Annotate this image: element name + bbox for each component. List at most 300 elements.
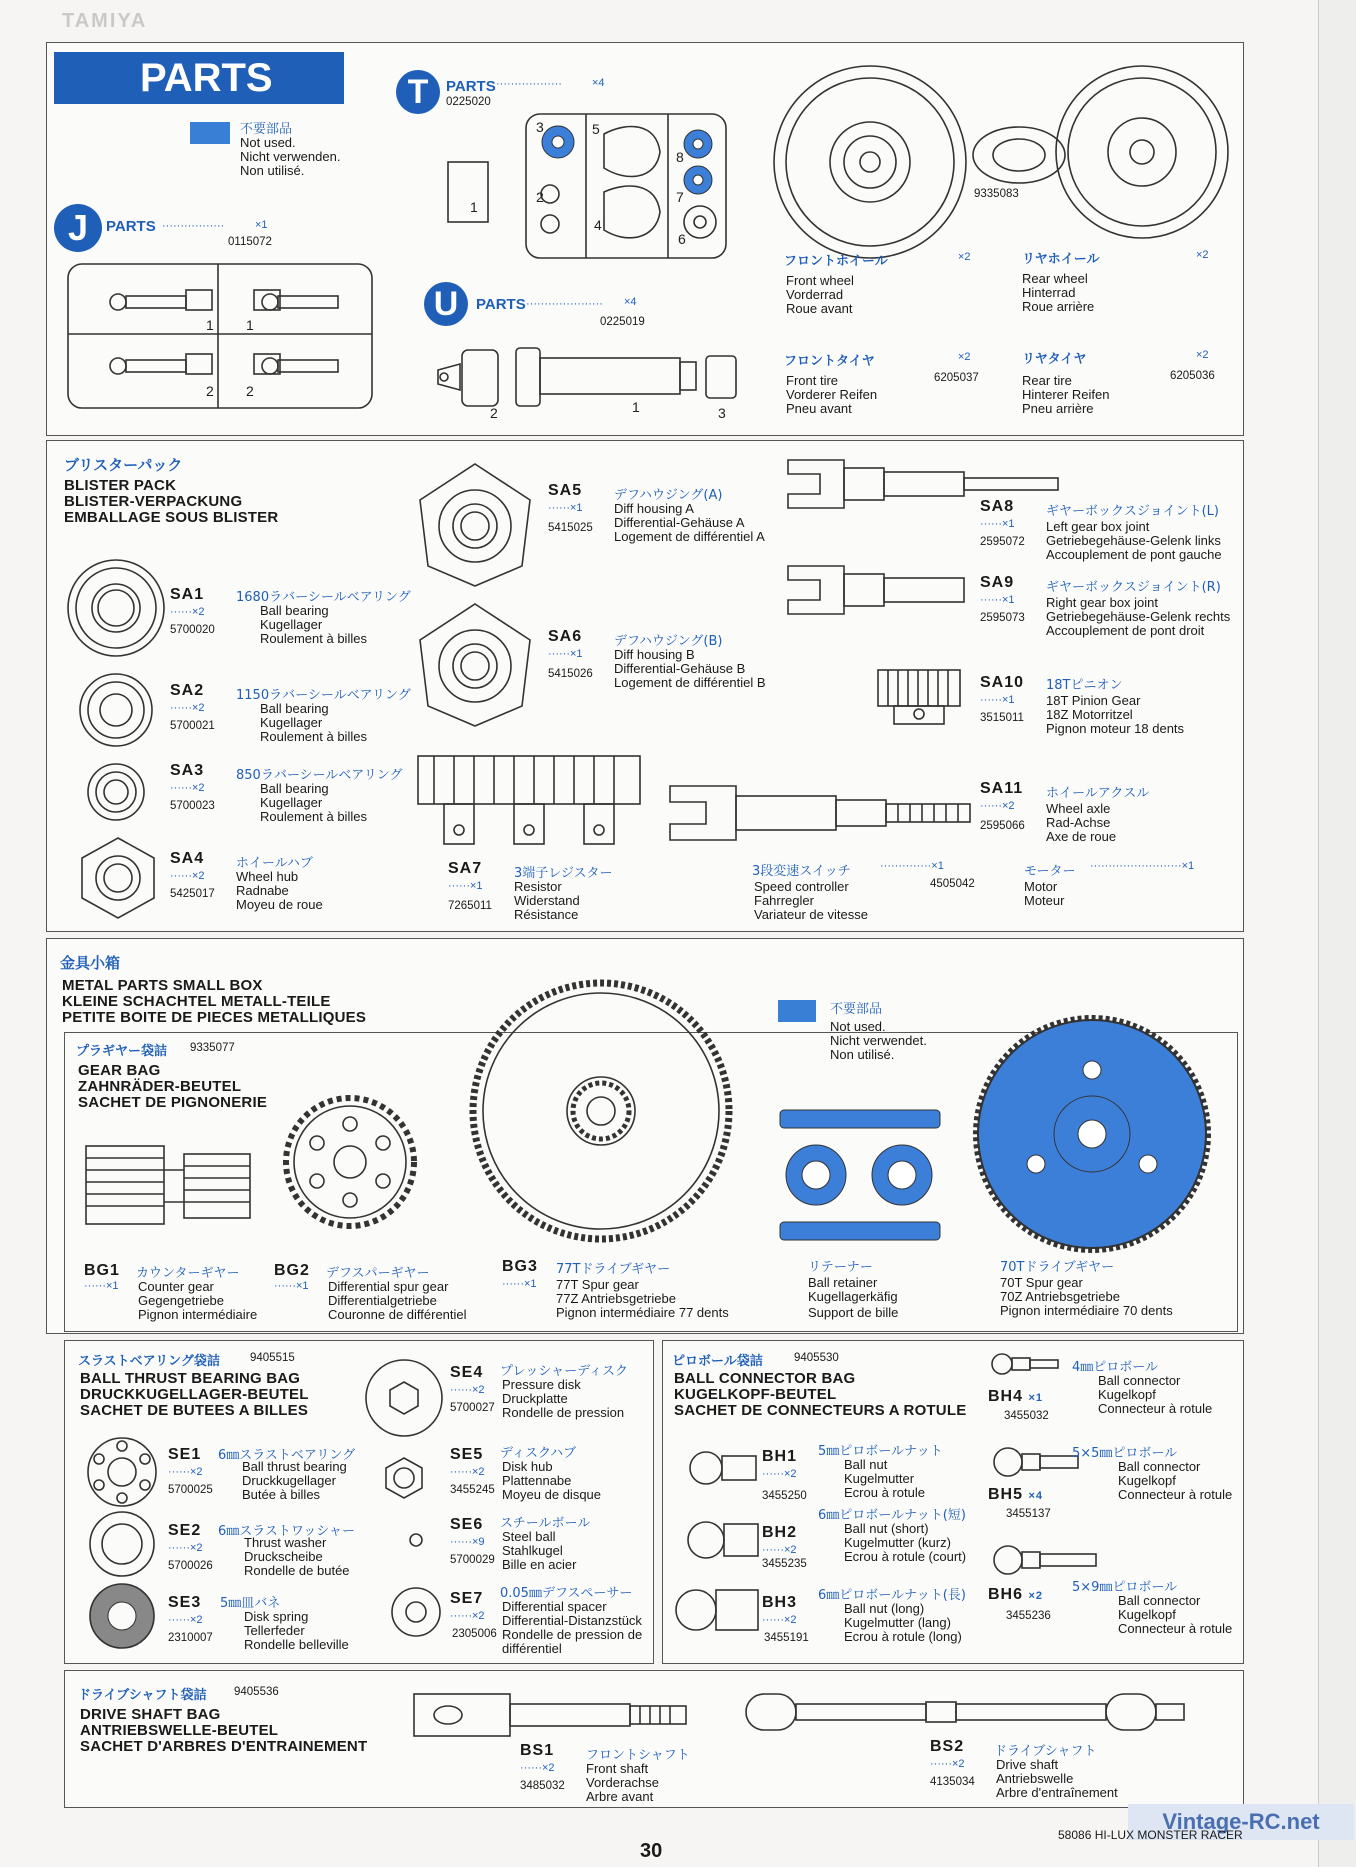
rear-tire-code: 6205036 — [1170, 370, 1215, 382]
svg-text:1: 1 — [246, 317, 254, 333]
j-qty: ×1 — [255, 219, 268, 231]
bg2-drawing — [280, 1092, 420, 1232]
front-tire-code: 6205037 — [934, 372, 979, 384]
retainer-line-2: Kugellagerkäfig — [808, 1289, 898, 1304]
bh1-line-1: Ball nut — [844, 1457, 888, 1472]
thrust-bag-jp: スラストベアリング袋詰 — [78, 1354, 220, 1369]
ball-bag-line-2: KUGELKOPF-BEUTEL — [674, 1386, 837, 1403]
bg2-line-3: Couronne de différentiel — [328, 1307, 467, 1322]
sa8-jp: ギヤーボックスジョイント(L) — [1046, 504, 1219, 519]
sa4-jp: ホイールハブ — [236, 856, 313, 871]
se6-line-1: Steel ball — [502, 1529, 556, 1544]
bh5-jp: 5×5㎜ピロボール — [1072, 1446, 1178, 1461]
svg-text:5: 5 — [592, 121, 600, 137]
bh2-line-1: Ball nut (short) — [844, 1521, 929, 1536]
sa6-jp: デフハウジング(B) — [614, 634, 723, 649]
bh5-line-1: Ball connector — [1118, 1459, 1201, 1474]
bh3-pno: 3455191 — [764, 1632, 809, 1644]
sa7-drawing — [414, 752, 644, 852]
motor-line-1: Motor — [1024, 879, 1058, 894]
bh3-line-2: Kugelmutter (lang) — [844, 1615, 951, 1630]
sa7-code: SA7 — [448, 860, 483, 877]
j-sprue-drawing — [66, 262, 376, 412]
bh4-line-1: Ball connector — [1098, 1373, 1181, 1388]
bg3-jp: 77Tドライブギヤー — [556, 1262, 671, 1277]
bg3-drawing — [466, 976, 736, 1246]
sa8-code: SA8 — [980, 498, 1015, 515]
sa9-line-3: Accouplement de pont droit — [1046, 623, 1205, 638]
speed-controller-line-3: Variateur de vitesse — [754, 907, 868, 922]
legend-line-2: Nicht verwenden. — [240, 149, 341, 164]
se2-qty: ······×2 — [168, 1542, 203, 1554]
sa9-jp: ギヤーボックスジョイント(R) — [1046, 580, 1221, 595]
metal-box-line-2: KLEINE SCHACHTEL METALL-TEILE — [62, 993, 331, 1010]
bh4-line-3: Connecteur à rotule — [1098, 1401, 1213, 1416]
j-letter-circle: J — [54, 204, 102, 252]
bs1-pno: 3485032 — [520, 1780, 565, 1792]
70t-gear-jp: 70Tドライブギヤー — [1000, 1260, 1115, 1275]
blister-line-1: BLISTER PACK — [64, 477, 177, 494]
sa3-line-3: Roulement à billes — [260, 809, 367, 824]
legend-mid-jp: 不要部品 — [830, 1002, 883, 1017]
sa11-qty: ······×2 — [980, 800, 1015, 812]
sa10-pno: 3515011 — [980, 712, 1024, 724]
sa1-jp: 1680ラバーシールベアリング — [236, 590, 411, 605]
page-title: PARTS — [54, 52, 344, 104]
se1-jp: 6㎜スラストベアリング — [218, 1448, 356, 1463]
bh3-qty: ······×2 — [762, 1614, 797, 1626]
bh1-jp: 5㎜ピロボールナット — [818, 1444, 943, 1459]
sa3-pno: 5700023 — [170, 800, 215, 812]
sa4-line-3: Moyeu de roue — [236, 897, 323, 912]
bh6-code: BH6 ×2 — [988, 1586, 1044, 1603]
70t-gear-drawing — [972, 1014, 1212, 1254]
sa7-line-3: Résistance — [514, 907, 579, 922]
bg3-line-2: 77Z Antriebsgetriebe — [556, 1291, 676, 1306]
footer-model: 58086 HI-LUX MONSTER RACER — [1058, 1828, 1243, 1842]
bg1-line-2: Gegengetriebe — [138, 1293, 225, 1308]
bh3-code: BH3 — [762, 1594, 798, 1611]
rear-tire-line-3: Pneu arrière — [1022, 401, 1094, 416]
se2-pno: 5700026 — [168, 1560, 213, 1572]
svg-text:3: 3 — [536, 119, 544, 135]
sa11-pno: 2595066 — [980, 820, 1025, 832]
bh4-jp: 4㎜ピロボール — [1072, 1360, 1159, 1375]
sa6-line-1: Diff housing B — [614, 647, 695, 662]
se6-jp: スチールボール — [500, 1516, 591, 1531]
bs2-qty: ······×2 — [930, 1758, 965, 1770]
front-wheel-jp: フロントホイール — [784, 254, 888, 269]
front-tire-jp: フロントタイヤ — [784, 354, 875, 369]
t-code: 0225020 — [446, 96, 491, 108]
sa2-jp: 1150ラバーシールベアリング — [236, 688, 411, 703]
se2-jp: 6㎜スラストワッシャー — [218, 1524, 355, 1539]
bh6-line-3: Connecteur à rotule — [1118, 1621, 1233, 1636]
sa5-line-1: Diff housing A — [614, 501, 694, 516]
bh6-jp: 5×9㎜ピロボール — [1072, 1580, 1178, 1595]
bs2-line-3: Arbre d'entraînement — [996, 1785, 1118, 1800]
ball-bag-line-1: BALL CONNECTOR BAG — [674, 1370, 856, 1387]
shaft-bag-jp: ドライブシャフト袋詰 — [78, 1688, 207, 1703]
bh1-line-3: Ecrou à rotule — [844, 1485, 925, 1500]
bg3-line-3: Pignon intermédiaire 77 dents — [556, 1305, 729, 1320]
legend-line-1: Not used. — [240, 135, 296, 150]
speed-controller-line-1: Speed controller — [754, 879, 849, 894]
sa3-drawing — [84, 760, 148, 824]
bs2-line-2: Antriebswelle — [996, 1771, 1074, 1786]
motor-jp: モーター — [1024, 864, 1076, 879]
svg-text:2: 2 — [536, 189, 544, 205]
sa11-drawing — [666, 780, 976, 846]
sa10-drawing — [874, 666, 964, 728]
bs2-drawing — [742, 1684, 1188, 1740]
svg-text:8: 8 — [676, 149, 684, 165]
se3-line-2: Tellerfeder — [244, 1623, 305, 1638]
sa7-jp: 3端子レジスター — [514, 866, 613, 881]
bh4-pno: 3455032 — [1004, 1410, 1049, 1422]
se5-pno: 3455245 — [450, 1484, 495, 1496]
se4-line-2: Druckplatte — [502, 1391, 568, 1406]
se1-line-2: Druckkugellager — [242, 1473, 336, 1488]
bs1-line-1: Front shaft — [586, 1761, 649, 1776]
metal-box-line-3: PETITE BOITE DE PIECES METALLIQUES — [62, 1009, 367, 1026]
next-page-edge — [1318, 0, 1356, 1867]
sa1-qty: ······×2 — [170, 606, 205, 618]
sa7-line-2: Widerstand — [514, 893, 580, 908]
u-sprue-drawing — [430, 340, 750, 420]
bg1-drawing — [84, 1140, 254, 1230]
blister-line-3: EMBALLAGE SOUS BLISTER — [64, 509, 279, 526]
u-dots: ····················· — [526, 298, 603, 310]
rear-tire-jp: リヤタイヤ — [1022, 352, 1087, 367]
bh4-code: BH4 ×1 — [988, 1388, 1044, 1405]
ball-bag-code: 9405530 — [794, 1352, 839, 1364]
front-wheel-line-1: Front wheel — [786, 273, 854, 288]
sa8-pno: 2595072 — [980, 536, 1025, 548]
sa1-drawing — [64, 556, 168, 660]
gear-bag-jp: プラギヤー袋詰 — [76, 1044, 168, 1059]
bh6-pno: 3455236 — [1006, 1610, 1051, 1622]
se3-qty: ······×2 — [168, 1614, 203, 1626]
se6-pno: 5700029 — [450, 1554, 495, 1566]
sa5-line-2: Differential-Gehäuse A — [614, 515, 745, 530]
svg-text:2: 2 — [490, 405, 498, 421]
sa10-qty: ······×1 — [980, 694, 1015, 706]
sa4-code: SA4 — [170, 850, 205, 867]
t-parts-label: PARTS — [446, 78, 496, 95]
bs1-code: BS1 — [520, 1742, 555, 1759]
gear-bag-line-3: SACHET DE PIGNONERIE — [78, 1094, 268, 1111]
legend-mid-line-2: Nicht verwendet. — [830, 1033, 927, 1048]
se5-code: SE5 — [450, 1446, 484, 1463]
se3-pno: 2310007 — [168, 1632, 213, 1644]
sa5-qty: ······×1 — [548, 502, 583, 514]
speed-controller-qty: ··············×1 — [880, 860, 944, 872]
se2-line-2: Druckscheibe — [244, 1549, 323, 1564]
sa5-jp: デフハウジング(A) — [614, 488, 723, 503]
sa9-code: SA9 — [980, 574, 1015, 591]
se4-qty: ······×2 — [450, 1384, 485, 1396]
bh1-code: BH1 — [762, 1448, 798, 1465]
sa5-line-3: Logement de différentiel A — [614, 529, 765, 544]
gear-bag-line-1: GEAR BAG — [78, 1062, 161, 1079]
bh1-pno: 3455250 — [762, 1490, 807, 1502]
metal-box-jp: 金具小箱 — [60, 954, 121, 972]
legend-line-3: Non utilisé. — [240, 163, 305, 178]
svg-text:1: 1 — [632, 399, 640, 415]
wheel-code: 9335083 — [974, 188, 1019, 200]
watermark: Vintage-RC.net — [1128, 1804, 1354, 1840]
bh3-line-1: Ball nut (long) — [844, 1601, 925, 1616]
sa9-pno: 2595073 — [980, 612, 1025, 624]
se3-line-1: Disk spring — [244, 1609, 309, 1624]
svg-text:6: 6 — [678, 231, 686, 247]
sa9-line-1: Right gear box joint — [1046, 595, 1159, 610]
sa1-pno: 5700020 — [170, 624, 215, 636]
u-code: 0225019 — [600, 316, 645, 328]
sa8-drawing — [784, 454, 1064, 514]
sa2-code: SA2 — [170, 682, 205, 699]
sa10-code: SA10 — [980, 674, 1025, 691]
se-drawings-left — [84, 1432, 160, 1654]
se3-code: SE3 — [168, 1594, 202, 1611]
bs1-jp: フロントシャフト — [586, 1748, 690, 1763]
sa10-jp: 18Tピニオン — [1046, 678, 1123, 693]
bh6-line-2: Kugelkopf — [1118, 1607, 1176, 1622]
sa1-line-1: Ball bearing — [260, 603, 329, 618]
rear-wheel-line-1: Rear wheel — [1022, 271, 1088, 286]
sa3-code: SA3 — [170, 762, 205, 779]
se1-qty: ······×2 — [168, 1466, 203, 1478]
se3-line-3: Rondelle belleville — [244, 1637, 349, 1652]
bh6-line-1: Ball connector — [1118, 1593, 1201, 1608]
rear-wheel-qty: ×2 — [1196, 249, 1209, 261]
se1-line-3: Butée à billes — [242, 1487, 321, 1502]
bh1-qty: ······×2 — [762, 1468, 797, 1480]
se3-jp: 5㎜皿バネ — [220, 1596, 281, 1611]
sa9-line-2: Getriebegehäuse-Gelenk rechts — [1046, 609, 1231, 624]
se7-line-3: Rondelle de pression de — [502, 1627, 643, 1642]
u-letter-circle: U — [424, 282, 468, 326]
sa9-qty: ······×1 — [980, 594, 1015, 606]
se2-line-1: Thrust washer — [244, 1535, 327, 1550]
t-letter-circle: T — [396, 70, 440, 114]
sa11-jp: ホイールアクスル — [1046, 786, 1150, 801]
sa5-pno: 5415025 — [548, 522, 593, 534]
sa1-line-2: Kugellager — [260, 617, 323, 632]
sa7-pno: 7265011 — [448, 900, 492, 912]
sa10-line-2: 18Z Motorritzel — [1046, 707, 1133, 722]
bg1-line-1: Counter gear — [138, 1279, 214, 1294]
bg1-jp: カウンターギヤー — [136, 1266, 240, 1281]
motor-line-2: Moteur — [1024, 893, 1065, 908]
se7-jp: 0.05㎜デフスペーサー — [500, 1586, 633, 1601]
se5-line-2: Plattennabe — [502, 1473, 572, 1488]
bs1-line-3: Arbre avant — [586, 1789, 654, 1804]
front-tire-line-1: Front tire — [786, 373, 839, 388]
bg3-qty: ······×1 — [502, 1278, 537, 1290]
thrust-bag-code: 9405515 — [250, 1352, 295, 1364]
bg2-line-2: Differentialgetriebe — [328, 1293, 437, 1308]
legend-mid-line-3: Non utilisé. — [830, 1047, 895, 1062]
sa6-line-2: Differential-Gehäuse B — [614, 661, 746, 676]
shaft-bag-line-2: ANTRIEBSWELLE-BEUTEL — [80, 1722, 279, 1739]
gear-bag-code: 9335077 — [190, 1042, 235, 1054]
thrust-bag-line-1: BALL THRUST BEARING BAG — [80, 1370, 301, 1387]
sa3-line-1: Ball bearing — [260, 781, 329, 796]
sa1-line-3: Roulement à billes — [260, 631, 367, 646]
bh5-line-2: Kugelkopf — [1118, 1473, 1176, 1488]
sa1-code: SA1 — [170, 586, 205, 603]
svg-text:7: 7 — [676, 189, 684, 205]
t-qty: ×4 — [592, 77, 605, 89]
bh2-jp: 6㎜ピロボールナット(短) — [818, 1508, 966, 1523]
sa7-qty: ······×1 — [448, 880, 483, 892]
bh4-line-2: Kugelkopf — [1098, 1387, 1156, 1402]
svg-text:1: 1 — [470, 199, 478, 215]
speed-controller-pno: 4505042 — [930, 878, 975, 890]
speed-controller-line-2: Fahrregler — [754, 893, 814, 908]
se5-line-3: Moyeu de disque — [502, 1487, 602, 1502]
bg2-jp: デフスパーギヤー — [326, 1266, 430, 1281]
sa4-pno: 5425017 — [170, 888, 215, 900]
se4-line-1: Pressure disk — [502, 1377, 581, 1392]
svg-text:2: 2 — [206, 383, 214, 399]
sa8-qty: ······×1 — [980, 518, 1015, 530]
se6-code: SE6 — [450, 1516, 484, 1533]
rear-tire-line-2: Hinterer Reifen — [1022, 387, 1110, 402]
sa11-line-2: Rad-Achse — [1046, 815, 1111, 830]
70t-gear-line-2: 70Z Antriebsgetriebe — [1000, 1289, 1120, 1304]
sa4-line-2: Radnabe — [236, 883, 289, 898]
bh2-line-3: Ecrou à rotule (court) — [844, 1549, 967, 1564]
bh1-line-2: Kugelmutter — [844, 1471, 915, 1486]
sa11-code: SA11 — [980, 780, 1024, 797]
sa6-line-3: Logement de différentiel B — [614, 675, 766, 690]
sa8-line-1: Left gear box joint — [1046, 519, 1150, 534]
bg2-line-1: Differential spur gear — [328, 1279, 449, 1294]
se7-line-2: Differential-Distanzstück — [502, 1613, 642, 1628]
rear-tire-line-1: Rear tire — [1022, 373, 1072, 388]
sa2-pno: 5700021 — [170, 720, 215, 732]
speed-controller-jp: 3段変速スイッチ — [752, 864, 851, 879]
se7-code: SE7 — [450, 1590, 484, 1607]
not-used-swatch — [190, 122, 230, 144]
front-wheel-qty: ×2 — [958, 251, 971, 263]
retainer-line-3: Support de bille — [808, 1305, 899, 1320]
70t-gear-line-3: Pignon intermédiaire 70 dents — [1000, 1303, 1173, 1318]
bh2-pno: 3455235 — [762, 1558, 807, 1570]
ball-bag-jp: ピロボール袋詰 — [672, 1354, 763, 1369]
retainer-line-1: Ball retainer — [808, 1275, 878, 1290]
j-parts-label: PARTS — [106, 218, 156, 235]
se5-jp: ディスクハブ — [500, 1446, 577, 1461]
sa2-drawing — [76, 670, 156, 750]
brand-mark: TAMIYA — [62, 10, 148, 32]
j-code: 0115072 — [228, 236, 272, 248]
metal-box-line-1: METAL PARTS SMALL BOX — [62, 977, 263, 994]
ball-bag-line-3: SACHET DE CONNECTEURS A ROTULE — [674, 1402, 967, 1419]
se6-qty: ······×9 — [450, 1536, 485, 1548]
sa4-qty: ······×2 — [170, 870, 205, 882]
se6-line-3: Bille en acier — [502, 1557, 577, 1572]
se4-code: SE4 — [450, 1364, 484, 1381]
shaft-bag-line-3: SACHET D'ARBRES D'ENTRAINEMENT — [80, 1738, 368, 1755]
shaft-bag-line-1: DRIVE SHAFT BAG — [80, 1706, 221, 1723]
rear-wheel-drawing — [1052, 62, 1232, 242]
bh2-qty: ······×2 — [762, 1544, 797, 1556]
sa6-drawing — [410, 600, 540, 730]
se5-line-1: Disk hub — [502, 1459, 553, 1474]
legend-mid-line-1: Not used. — [830, 1019, 886, 1034]
sa2-line-1: Ball bearing — [260, 701, 329, 716]
se4-jp: プレッシャーディスク — [500, 1364, 629, 1379]
se7-qty: ······×2 — [450, 1610, 485, 1622]
sa10-line-3: Pignon moteur 18 dents — [1046, 721, 1185, 736]
rear-wheel-jp: リヤホイール — [1022, 252, 1100, 267]
sa5-drawing — [410, 460, 540, 590]
sa7-line-1: Resistor — [514, 879, 562, 894]
bh5-line-3: Connecteur à rotule — [1118, 1487, 1233, 1502]
se7-line-4: différentiel — [502, 1641, 562, 1656]
front-tire-line-2: Vorderer Reifen — [786, 387, 878, 402]
gear-bag-line-2: ZAHNRÄDER-BEUTEL — [78, 1078, 242, 1095]
70t-gear-line-1: 70T Spur gear — [1000, 1275, 1083, 1290]
svg-text:2: 2 — [246, 383, 254, 399]
sa6-code: SA6 — [548, 628, 583, 645]
sa2-line-2: Kugellager — [260, 715, 323, 730]
front-tire-qty: ×2 — [958, 351, 971, 363]
shaft-bag-code: 9405536 — [234, 1686, 279, 1698]
svg-text:3: 3 — [718, 405, 726, 421]
u-qty: ×4 — [624, 296, 637, 308]
se1-code: SE1 — [168, 1446, 202, 1463]
sa6-qty: ······×1 — [548, 648, 583, 660]
se2-code: SE2 — [168, 1522, 202, 1539]
sa2-qty: ······×2 — [170, 702, 205, 714]
bg1-line-3: Pignon intermédiaire — [138, 1307, 258, 1322]
bs2-jp: ドライブシャフト — [994, 1744, 1097, 1759]
blister-line-2: BLISTER-VERPACKUNG — [64, 493, 243, 510]
sa3-jp: 850ラバーシールベアリング — [236, 768, 403, 783]
rear-wheel-line-3: Roue arrière — [1022, 299, 1095, 314]
rear-wheel-line-2: Hinterrad — [1022, 285, 1076, 300]
bs1-drawing — [410, 1690, 690, 1740]
bg1-code: BG1 — [84, 1262, 120, 1279]
retainer-jp: リテーナー — [808, 1260, 873, 1275]
sa11-line-3: Axe de roue — [1046, 829, 1117, 844]
front-wheel-line-3: Roue avant — [786, 301, 853, 316]
blister-jp: ブリスターパック — [64, 456, 183, 474]
sa3-line-2: Kugellager — [260, 795, 323, 810]
sa3-qty: ······×2 — [170, 782, 205, 794]
se5-qty: ······×2 — [450, 1466, 485, 1478]
sa4-line-1: Wheel hub — [236, 869, 299, 884]
u-parts-label: PARTS — [476, 296, 526, 313]
se6-line-2: Stahlkugel — [502, 1543, 563, 1558]
bs2-code: BS2 — [930, 1738, 965, 1755]
front-wheel-line-2: Vorderrad — [786, 287, 844, 302]
svg-text:4: 4 — [594, 217, 602, 233]
bh-left-drawings — [670, 1440, 762, 1640]
thrust-bag-line-3: SACHET DE BUTEES A BILLES — [80, 1402, 309, 1419]
bg3-line-1: 77T Spur gear — [556, 1277, 639, 1292]
bg2-qty: ······×1 — [274, 1280, 309, 1292]
bg2-code: BG2 — [274, 1262, 310, 1279]
thrust-bag-line-2: DRUCKKUGELLAGER-BEUTEL — [80, 1386, 309, 1403]
sa10-line-1: 18T Pinion Gear — [1046, 693, 1141, 708]
front-tire-line-3: Pneu avant — [786, 401, 852, 416]
